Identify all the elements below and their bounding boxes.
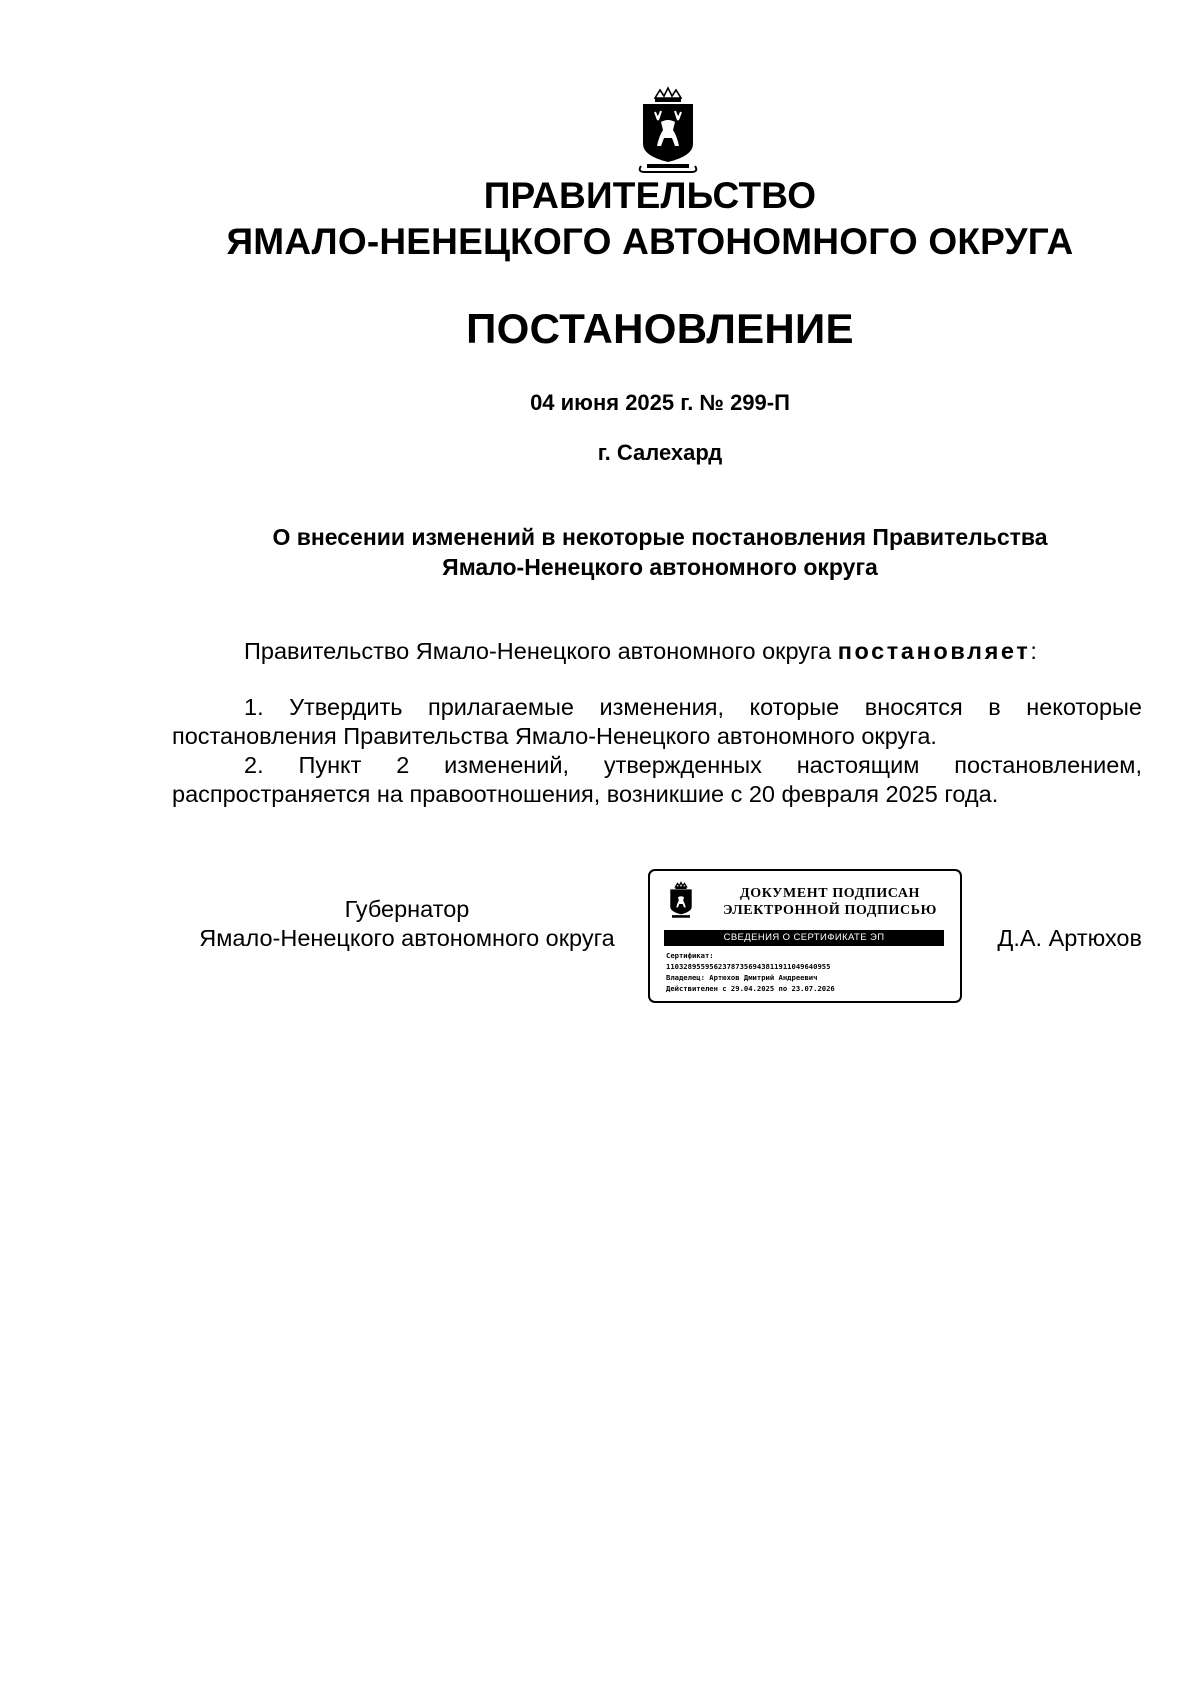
stamp-certificate-details — [666, 950, 951, 994]
resolution-item-2: 2. Пункт 2 изменений, утвержденных настоящим постановлением, распространяется на правоотношения, возникшие с 20 февраля 2025 года. — [172, 752, 1142, 807]
subject-line-1: О внесении изменений в некоторые постановления Правительства — [272, 524, 1048, 550]
preamble — [172, 637, 1142, 666]
stamp-certificate-bar: СВЕДЕНИЯ О СЕРТИФИКАТЕ ЭП — [664, 930, 944, 946]
document-type: ПОСТАНОВЛЕНИЕ — [466, 305, 854, 352]
stamp-heading-line-1: ДОКУМЕНТ ПОДПИСАН — [739, 886, 921, 901]
preamble-verb: постановляет — [837, 638, 1031, 664]
government-name-line-2: ЯМАЛО-НЕНЕЦКОГО АВТОНОМНОГО ОКРУГА — [226, 221, 1074, 262]
resolution-item-1: 1. Утвердить прилагаемые изменения, которые вносятся в некоторые постановления Правительства Ямало-Ненецкого автономного округа. — [172, 694, 1142, 749]
stamp-validity: Действителен с 29.04.2025 по 23.07.2026 — [666, 984, 835, 993]
coat-of-arms-icon — [633, 86, 703, 176]
signer-position-line-1: Губернатор — [344, 896, 470, 922]
preamble-text: Правительство Ямало-Ненецкого автономного округа — [244, 638, 838, 664]
document-date-number: 04 июня 2025 г. № 299-П — [530, 390, 790, 415]
stamp-cert-label: Сертификат: — [666, 951, 714, 960]
stamp-cert-number: 11032895595623787356943811911049640955 — [666, 962, 831, 971]
coat-of-arms-icon — [666, 881, 696, 921]
signer-name: Д.А. Артюхов — [997, 925, 1142, 951]
document-city: г. Салехард — [597, 440, 723, 465]
preamble-end: : — [1030, 638, 1037, 664]
signer-position — [172, 895, 642, 953]
electronic-signature-stamp — [648, 869, 962, 1003]
subject-line-2: Ямало-Ненецкого автономного округа — [442, 554, 878, 580]
stamp-heading — [712, 885, 948, 919]
stamp-owner: Владелец: Артюхов Дмитрий Андреевич — [666, 973, 818, 982]
government-name-line-1: ПРАВИТЕЛЬСТВО — [483, 175, 817, 216]
stamp-heading-line-2: ЭЛЕКТРОННОЙ ПОДПИСЬЮ — [723, 903, 937, 918]
document-subject — [190, 522, 1130, 582]
signer-position-line-2: Ямало-Ненецкого автономного округа — [199, 925, 615, 951]
